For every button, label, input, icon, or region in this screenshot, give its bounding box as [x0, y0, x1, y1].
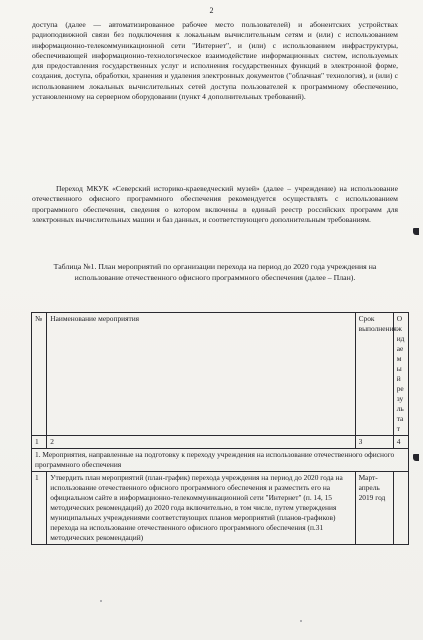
scan-edge-mark [413, 454, 419, 461]
column-number: 2 [47, 436, 355, 449]
section-title: 1. Мероприятия, направленные на подготовку к переходу учреждения на использование отечественного офисного программного обеспечения [32, 449, 409, 472]
column-number: 1 [32, 436, 47, 449]
column-number: 3 [355, 436, 393, 449]
row-expected [393, 472, 408, 545]
row-deadline: Март-апрель 2019 год [355, 472, 393, 545]
table-header-row [32, 313, 409, 436]
paragraph-transition: Переход МКУК «Северский историко-краеведческий музей» (далее – учреждение) на использование отечественного офисного программного обеспечения рекомендуется осуществлять с использованием программного обеспечения, сведения о котором включены в единый реестр российских программ для электронных вычислительных машин и баз данных, и соответствующего дополнительным требованиям. [32, 184, 398, 224]
header-expected: Ожидаемый результат [393, 313, 408, 436]
header-num: № [32, 313, 47, 436]
table-row [32, 472, 409, 545]
column-number: 4 [393, 436, 408, 449]
table-caption: Таблица №1. План мероприятий по организации перехода на период до 2020 года учреждения на использование отечественного офисного программного обеспечения (далее – План). [53, 262, 377, 282]
paragraph-continuation: доступа (далее — автоматизированное рабочее место пользователей) и абонентских устройствах радиоподвижной связи без подключения к локальным вычислительным сетям и (или) с использованием информационно-телекоммуникационной сети "Интернет", и (или) с использованием инфраструктуры, обеспечивающей информационно-технологическое взаимодействие информационных систем, используемых для предоставления государственных услуг и исполнения государственных функций в электронной форме, создания, доступа, обработки, хранения и удаления электронных документов ("облачная" технология), и (или) с использованием локальных вычислительных сетей доступа пользователей к программному обеспечению, установленному на серверном оборудовании (пункт 4 дополнительных требований). [32, 20, 398, 102]
header-name: Наименование мероприятия [47, 313, 355, 436]
row-name: Утвердить план мероприятий (план-график) перехода учреждения на период до 2020 года на использование отечественного офисного программного обеспечения и разместить его на официальном сайте в информационно-телекоммуникационной сети "Интернет" (п. 14, 15 методических рекомендаций) до 2020 года включительно, в том числе, путем утверждения муниципальных учреждениями соответствующих планов мероприятий (планов-графиков) перехода на использование отечественного офисного программного обеспечения (п.31 методических рекомендаций) [47, 472, 355, 545]
scan-speck [100, 600, 102, 602]
column-number-row [32, 436, 409, 449]
page-number: 2 [209, 6, 214, 15]
section-row [32, 449, 409, 472]
scan-speck [300, 620, 302, 622]
plan-table [31, 312, 409, 545]
header-deadline: Срок выполнения [355, 313, 393, 436]
scan-edge-mark [413, 228, 419, 235]
row-num: 1 [32, 472, 47, 545]
